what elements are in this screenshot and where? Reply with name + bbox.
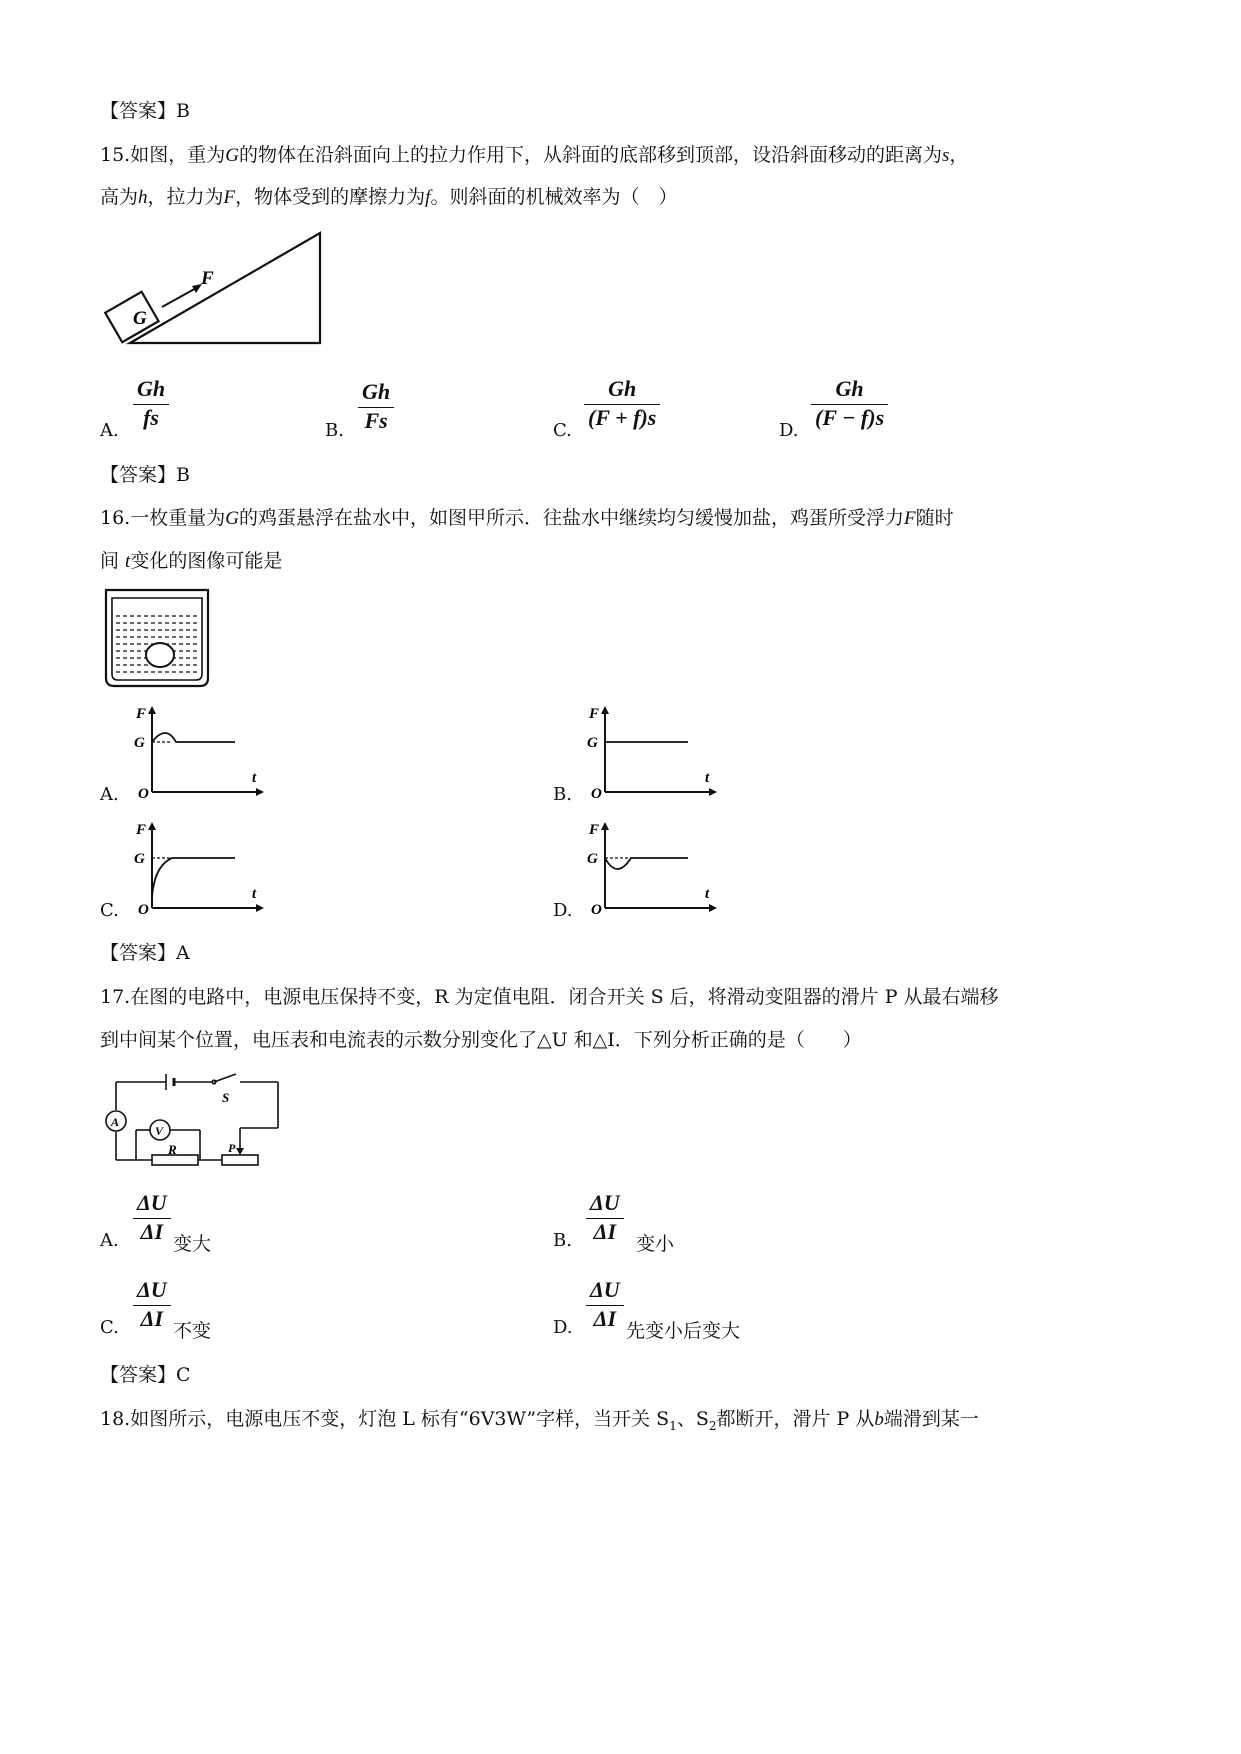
q17-circuit-figure — [100, 1068, 290, 1168]
q18-stem-line1: 18.如图所示，电源电压不变，灯泡 L 标有“6V3W”字样，当开关 $S_1$、$S_2$都断开，滑片 P 从b端滑到某一 — [100, 1408, 979, 1433]
q15-option-c-label[interactable]: C. — [553, 420, 572, 441]
origin-label: O — [591, 902, 602, 918]
q17-option-a-formula[interactable]: $\frac{\Delta U}{\Delta I}$ — [133, 1190, 171, 1245]
q16-option-d-label[interactable]: D. — [553, 900, 573, 921]
q17-ammeter-label: A — [111, 1115, 120, 1129]
g-level-label: G — [587, 735, 598, 751]
q15-option-d-label[interactable]: D. — [779, 420, 799, 441]
buoyancy-curve — [152, 733, 235, 742]
q17-stem-line2: 到中间某个位置，电压表和电流表的示数分别变化了△U 和△I．下列分析正确的是（ ） — [100, 1029, 862, 1051]
q16-option-d-graph[interactable] — [583, 816, 723, 916]
q17-option-d-formula[interactable]: $\frac{\Delta U}{\Delta I}$ — [586, 1277, 624, 1332]
g-level-label: G — [134, 735, 145, 751]
y-axis-label: F — [589, 822, 600, 838]
origin-label: O — [591, 786, 602, 802]
q17-option-b-label[interactable]: B. — [553, 1230, 572, 1251]
buoyancy-curve — [152, 858, 235, 898]
q16-stem-line1: 16.一枚重量为G的鸡蛋悬浮在盐水中，如图甲所示．往盐水中继续均匀缓慢加盐，鸡蛋所受浮力F随时 — [100, 507, 954, 529]
y-axis-arrow — [601, 822, 609, 830]
q16-option-c-label[interactable]: C. — [100, 900, 119, 921]
y-axis-arrow — [148, 822, 156, 830]
q14-answer: 【答案】B — [100, 100, 190, 122]
y-axis-label: F — [589, 706, 600, 722]
q15-force-label: F — [201, 268, 214, 289]
q16-beaker-figure — [104, 588, 210, 688]
origin-label: O — [138, 902, 149, 918]
x-axis-label: t — [705, 886, 710, 902]
q15-option-c-formula[interactable]: $\frac{Gh}{(F + f)s}$ — [584, 376, 660, 431]
q17-option-a-label[interactable]: A. — [100, 1230, 119, 1251]
q15-answer: 【答案】B — [100, 464, 190, 486]
q17-switch-label: S — [222, 1090, 230, 1105]
q17-resistor-label: R — [168, 1142, 177, 1157]
q17-answer: 【答案】C — [100, 1364, 191, 1386]
q17-slider-label: P — [228, 1141, 236, 1155]
q15-block-label: G — [133, 308, 147, 329]
q15-incline-figure — [100, 225, 340, 355]
q15-option-b-label[interactable]: B. — [325, 420, 344, 441]
q15-option-d-formula[interactable]: $\frac{Gh}{(F - f)s}$ — [811, 376, 888, 431]
q16-stem-line2: 间 t变化的图像可能是 — [100, 550, 283, 572]
q17-option-c-text[interactable]: 不变 — [173, 1320, 212, 1342]
q15-option-a-formula[interactable]: $\frac{Gh}{fs}$ — [133, 376, 169, 431]
buoyancy-curve — [605, 858, 688, 869]
q17-option-a-text[interactable]: 变大 — [173, 1233, 212, 1255]
q17-option-b-formula[interactable]: $\frac{\Delta U}{\Delta I}$ — [586, 1190, 624, 1245]
q16-option-c-graph[interactable] — [130, 816, 270, 916]
g-level-label: G — [134, 851, 145, 867]
q17-option-d-text[interactable]: 先变小后变大 — [626, 1320, 741, 1342]
q17-option-c-formula[interactable]: $\frac{\Delta U}{\Delta I}$ — [133, 1277, 171, 1332]
y-axis-label: F — [136, 822, 147, 838]
x-axis-label: t — [705, 770, 710, 786]
x-axis-label: t — [252, 770, 257, 786]
y-axis-arrow — [601, 706, 609, 714]
q16-option-a-label[interactable]: A. — [100, 784, 119, 805]
q16-option-a-graph[interactable] — [130, 700, 270, 800]
q15-stem-line2: 高为h，拉力为F，物体受到的摩擦力为f。则斜面的机械效率为（ ） — [100, 186, 678, 208]
origin-label: O — [138, 786, 149, 802]
x-axis-arrow — [256, 788, 264, 796]
q17-option-b-text[interactable]: 变小 — [636, 1233, 675, 1255]
q16-option-b-label[interactable]: B. — [553, 784, 572, 805]
q15-option-b-formula[interactable]: $\frac{Gh}{Fs}$ — [358, 379, 394, 434]
q15-option-a-label[interactable]: A. — [100, 420, 119, 441]
q17-option-c-label[interactable]: C. — [100, 1317, 119, 1338]
x-axis-arrow — [256, 904, 264, 912]
x-axis-arrow — [709, 904, 717, 912]
x-axis-label: t — [252, 886, 257, 902]
q16-option-b-graph[interactable] — [583, 700, 723, 800]
q17-stem-line1: 17.在图的电路中，电源电压保持不变，R 为定值电阻．闭合开关 S 后，将滑动变阻器的滑片 P 从最右端移 — [100, 986, 999, 1008]
q17-voltmeter-label: V — [155, 1124, 164, 1138]
q17-option-d-label[interactable]: D. — [553, 1317, 573, 1338]
x-axis-arrow — [709, 788, 717, 796]
y-axis-arrow — [148, 706, 156, 714]
g-level-label: G — [587, 851, 598, 867]
q15-stem-line1: 15.如图，重为G的物体在沿斜面向上的拉力作用下，从斜面的底部移到顶部，设沿斜面移动的距离为s， — [100, 144, 969, 166]
y-axis-label: F — [136, 706, 147, 722]
q16-answer: 【答案】A — [100, 942, 190, 964]
